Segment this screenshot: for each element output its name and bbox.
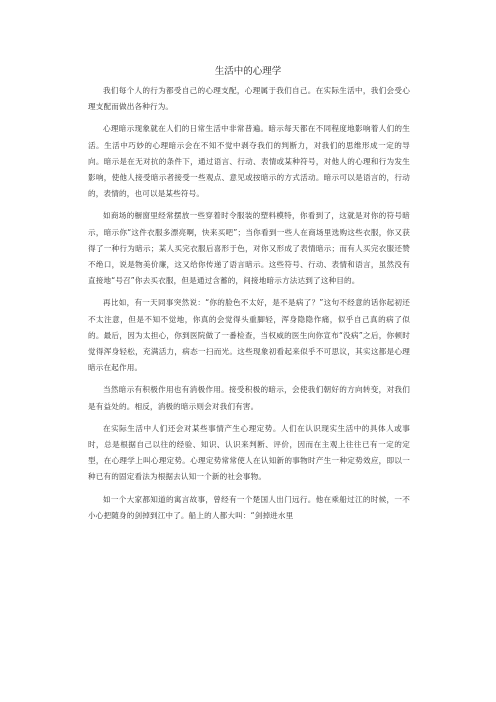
paragraph-6: 在实际生活中人们还会对某些事情产生心理定势。人们在认识现实生活中的具体人或事时，总是根据自己以往的经验、知识、认识来判断、评价，因而在主观上往往已有一定的定型，在心理学上叫心理定势。心理定势常常使人在认知新的事物时产生一种定势效应，即以一种已有的固定看法为根据去认知一个新的社会事物。 [88, 423, 410, 482]
paragraph-1: 我们每个人的行为都受自己的心理支配，心理属于我们自己。在实际生活中，我们会受心理支配而做出各种行为。 [88, 86, 410, 112]
paragraph-4: 再比如，有一天同事突然说：“你的脸色不太好，是不是病了？”这句不经意的话你起初还不太注意，但是不知不觉地，你真的会觉得头重脚轻，浑身隐隐作痛，似乎自己真的病了似的。最后，因为太担心，你到医院做了一番检查，当权威的医生向你宣布“没病”之后，你顿时觉得浑身轻松，充满活力，病态一扫而光。这些现象初看起来似乎不可思议，其实这都是心理暗示在起作用。 [88, 298, 410, 373]
paragraph-5: 当然暗示有积极作用也有消极作用。接受积极的暗示，会使我们朝好的方向转变，对我们是有益处的。相反，消极的暗示则会对我们有害。 [88, 385, 410, 411]
paragraph-2: 心理暗示现象就在人们的日常生活中非常普遍。暗示每天都在不同程度地影响着人们的生活。生活中巧妙的心理暗示会在不知不觉中剥夺我们的判断力，对我们的思维形成一定的导向。暗示是在无对抗的条件下，通过语言、行动、表情或某种符号，对他人的心理和行为发生影响，使他人接受暗示者接受一些观点、意见或按暗示的方式活动。暗示可以是语言的，行动的，表情的，也可以是某些符号。 [88, 124, 410, 199]
document-title: 生活中的心理学 [214, 66, 282, 77]
paragraph-3: 如商场的橱窗里经常摆放一些穿着时令服装的塑料模特，你看到了，这就是对你的符号暗示，暗示你“这件衣服多漂亮啊，快来买吧”；当你看到一些人在商场里选购这些衣服，你又获得了一种行为暗示；某人买完衣服后喜形于色，对你又形成了表情暗示；而有人买完衣服还赞不绝口，说是物美价廉，这又给你传递了语言暗示。这些符号、行动、表情和语言，虽然没有直接地“号召”你去买衣服，但是通过含蓄的，间接地暗示方法达到了这种目的。 [88, 211, 410, 286]
paragraph-7: 如一个大家都知道的寓言故事，曾经有一个楚国人出门远行。他在乘船过江的时候，一不小心把随身的剑掉到江中了。船上的人都大叫：“剑掉进水里 [88, 494, 410, 520]
document-body [88, 83, 410, 530]
